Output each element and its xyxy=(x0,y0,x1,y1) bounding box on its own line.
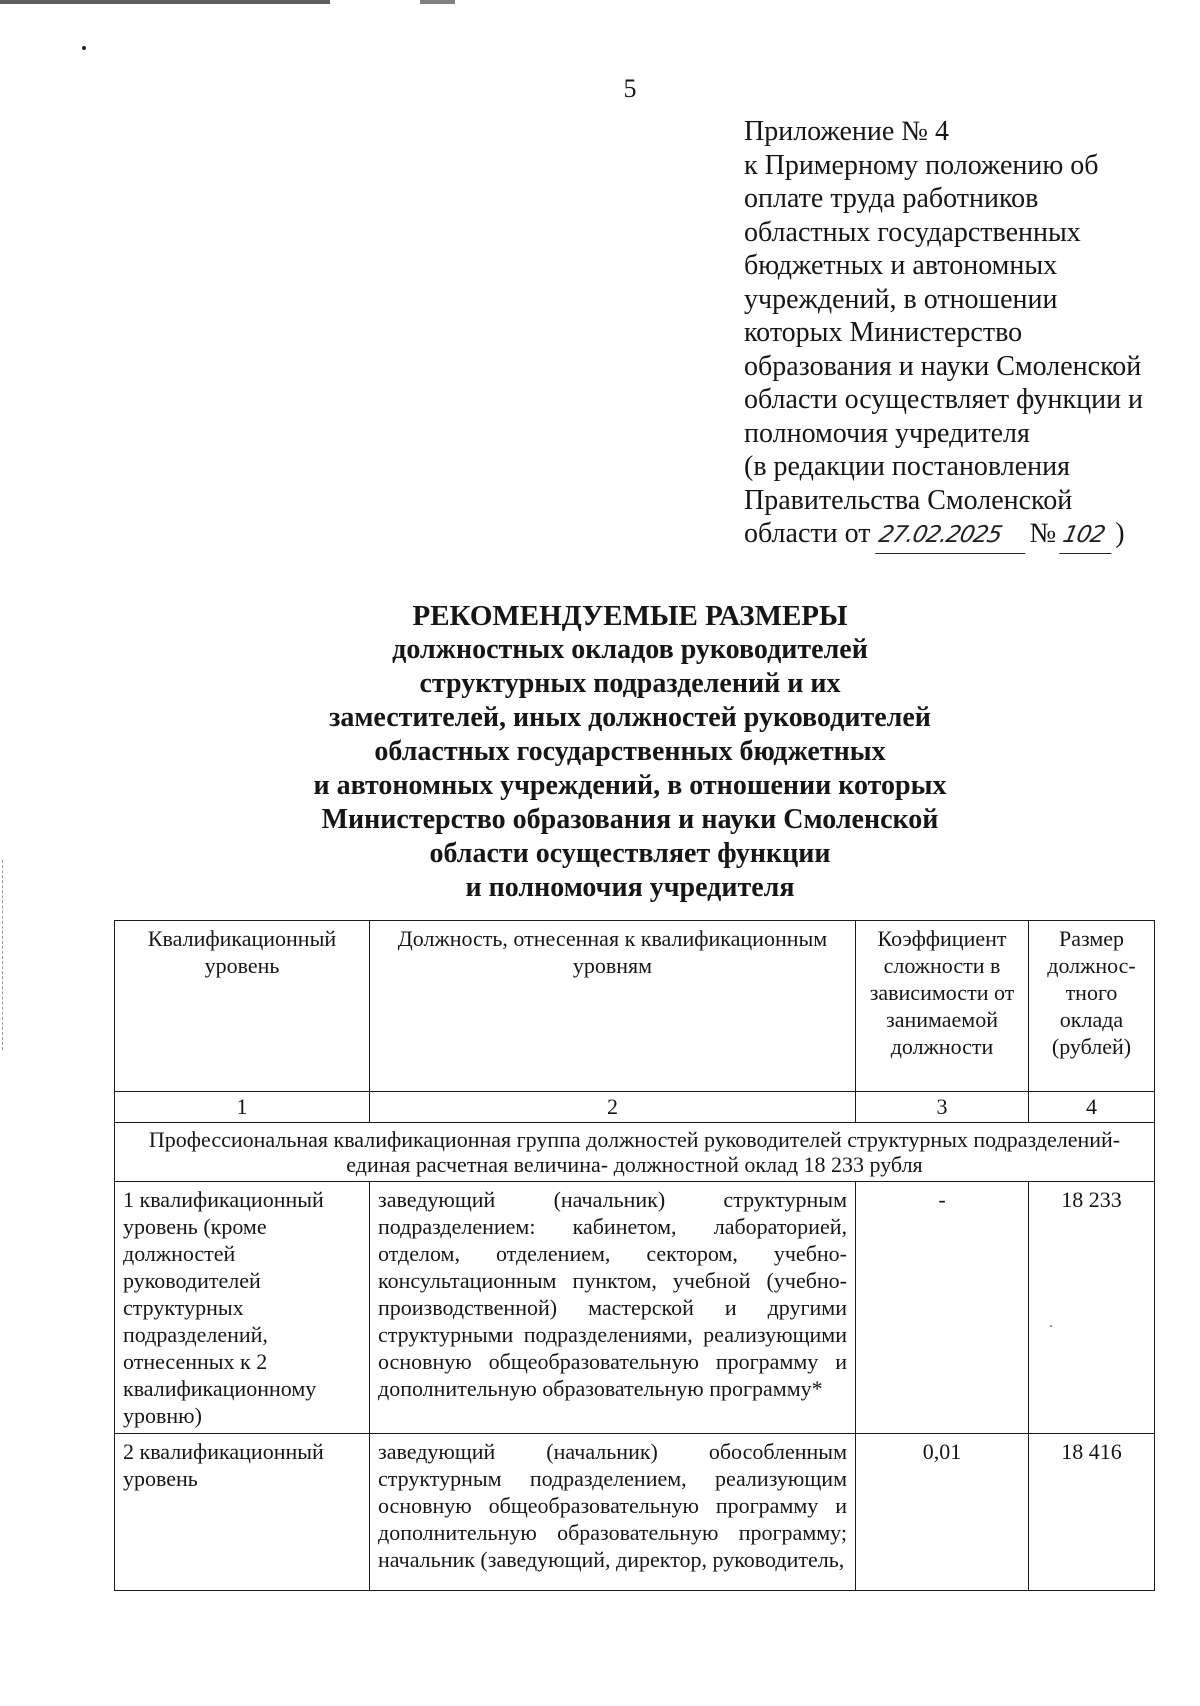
appendix-line: образования и науки Смоленской xyxy=(744,350,1142,382)
salary-table xyxy=(114,920,1155,1591)
handwritten-number: 102 xyxy=(1060,519,1119,554)
number-sign: № xyxy=(1029,518,1057,549)
appendix-line: областных государственных xyxy=(744,216,1081,248)
table-row xyxy=(115,1182,1155,1434)
group-heading-row xyxy=(115,1123,1155,1182)
cell-salary: 18 233 xyxy=(1029,1182,1155,1434)
title-line: области осуществляет функции xyxy=(429,838,831,869)
cell-position: заведующий (начальник) обособленным структурным подразделением, реализующим основную общеобразовательную программу и дополнительную образовательную программу; начальник (заведующий, директор, руководитель, xyxy=(370,1434,856,1591)
cell-coefficient: 0,01 xyxy=(856,1434,1029,1591)
column-number: 4 xyxy=(1029,1092,1155,1123)
header-salary: Размер должнос-тного оклада (рублей) xyxy=(1029,921,1155,1092)
appendix-line-prefix: области от xyxy=(744,518,871,549)
cell-level: 1 квалификационный уровень (кроме должностей руководителей структурных подразделений, отнесенных к 2 квалификационному уровню) xyxy=(115,1182,370,1434)
scan-margin-artifact xyxy=(2,860,3,1050)
title-line: Министерство образования и науки Смоленской xyxy=(321,804,939,835)
column-number: 3 xyxy=(856,1092,1029,1123)
cell-salary: 18 416 xyxy=(1029,1434,1155,1591)
title-main: РЕКОМЕНДУЕМЫЕ РАЗМЕРЫ xyxy=(412,600,848,632)
appendix-line: Правительства Смоленской xyxy=(744,484,1073,516)
title-line: должностных окладов руководителей xyxy=(392,634,868,665)
appendix-line: к Примерному положению об xyxy=(744,149,1099,181)
page-number: 5 xyxy=(623,74,637,103)
title-line: областных государственных бюджетных xyxy=(374,736,886,767)
cell-position: заведующий (начальник) структурным подразделением: кабинетом, лабораторией, отделом, отделением, сектором, учебно-консультационным пунктом, учебной (учебно-производственной) мастерской и другими структурными подразделениями, реализующими основную общеобразовательную программу и дополнительную образовательную программу* xyxy=(370,1182,856,1434)
appendix-line: полномочия учредителя xyxy=(744,417,1030,449)
closing-paren: ) xyxy=(1115,518,1125,549)
appendix-resolution-line xyxy=(744,517,1184,554)
title-line: структурных подразделений и их xyxy=(419,668,841,699)
appendix-line: учреждений, в отношении xyxy=(744,283,1058,315)
column-number: 1 xyxy=(115,1092,370,1123)
column-number-row xyxy=(115,1092,1155,1123)
appendix-line: оплате труда работников xyxy=(744,183,1039,214)
scan-speck xyxy=(82,46,86,50)
appendix-line: которых Министерство xyxy=(744,317,1023,348)
group-heading: Профессиональная квалификационная группа должностей руководителей структурных подразделений-единая расчетная величина- должностной оклад 18 233 рубля xyxy=(115,1123,1155,1182)
cell-coefficient: - xyxy=(856,1182,1029,1434)
appendix-line: (в редакции постановления xyxy=(744,451,1071,482)
document-title xyxy=(60,599,1200,905)
table-header-row xyxy=(115,921,1155,1092)
table-row xyxy=(115,1434,1155,1591)
header-position: Должность, отнесенная к квалификационным уровням xyxy=(370,921,856,1092)
cell-level: 2 квалификационный уровень xyxy=(115,1434,370,1591)
title-line: и автономных учреждений, в отношении которых xyxy=(313,770,947,801)
handwritten-date: 27.02.2025 xyxy=(876,519,1033,554)
header-qualification-level: Квалификационный уровень xyxy=(115,921,370,1092)
scan-edge-artifact xyxy=(0,0,1200,4)
appendix-block xyxy=(744,115,1184,554)
title-line: и полномочия учредителя xyxy=(465,872,795,903)
appendix-line: бюджетных и автономных xyxy=(744,250,1058,281)
header-coefficient: Коэффициент сложности в зависимости от занимаемой должности xyxy=(856,921,1029,1092)
column-number: 2 xyxy=(370,1092,856,1123)
title-line: заместителей, иных должностей руководителей xyxy=(329,702,931,733)
appendix-line: Приложение № 4 xyxy=(744,116,949,147)
appendix-line: области осуществляет функции и xyxy=(744,384,1144,415)
